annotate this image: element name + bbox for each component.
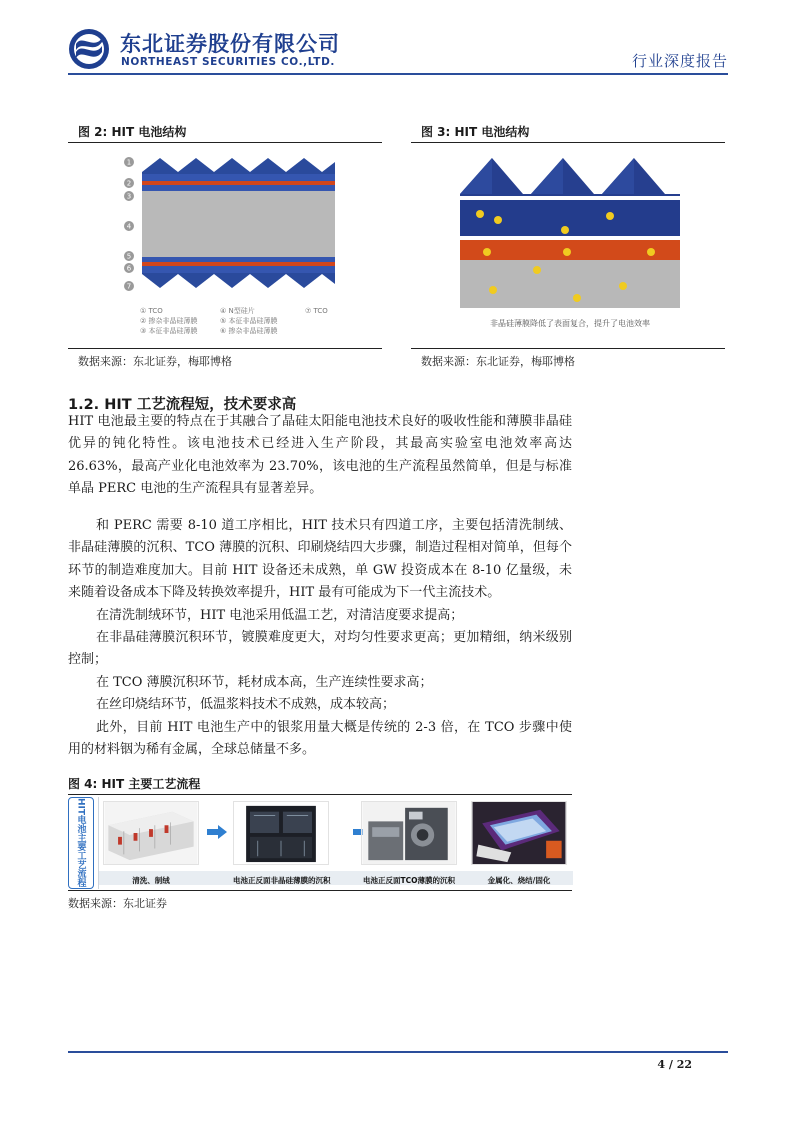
- arrow-right-icon: [207, 825, 227, 839]
- figure2-caption: 图 2: HIT 电池结构: [78, 125, 187, 139]
- process-step-4: [471, 801, 567, 886]
- step-2-label: 电池正反面非晶硅薄膜的沉积: [233, 876, 331, 885]
- figure2-top-rule: [68, 142, 382, 143]
- header-divider: [68, 73, 728, 75]
- paragraph-6: 在丝印烧结环节，低温浆料技术不成熟，成本较高；: [96, 697, 396, 713]
- cleaning-machine-image: [103, 801, 199, 865]
- figure4-top-rule: [68, 794, 572, 795]
- figure3-top-rule: [411, 142, 725, 143]
- page-header: [68, 24, 728, 74]
- figure3-source: 数据来源：东北证券，梅耶博格: [421, 355, 575, 368]
- company-logo-icon: [68, 28, 110, 70]
- legend-6: ⑥ 掺杂非晶硅薄膜: [220, 327, 278, 335]
- legend-4: ④ N型硅片: [220, 307, 255, 315]
- paragraph-7: 此外，目前 HIT 电池生产中的银浆用量大概是传统的 2-3 倍，在 TCO 步骤中使用的材料铟为稀有金属，全球总储量不多。: [68, 719, 572, 758]
- step-1-label: 清洗、制绒: [132, 876, 170, 885]
- company-name-en: NORTHEAST SECURITIES CO.,LTD.: [121, 56, 335, 68]
- figure3-bottom-rule: [411, 348, 725, 349]
- paragraph-4: 在非晶硅薄膜沉积环节，镀膜难度更大，对均匀性要求更高；更加精细，纳米级别控制；: [68, 630, 572, 668]
- figure3-hit-cell-diagram: [455, 150, 685, 340]
- paragraph-block-2: [68, 515, 572, 761]
- figure4-process-flow: [68, 797, 572, 893]
- paragraph-5: 在 TCO 薄膜沉积环节，耗材成本高，生产连续性要求高；: [96, 674, 433, 690]
- paragraph-3: 在清洗制绒环节，HIT 电池采用低温工艺，对清洁度要求提高；: [96, 607, 464, 623]
- layer-number-6: 6: [126, 264, 132, 273]
- footer-divider: [68, 1051, 728, 1053]
- pecvd-machine-image: [233, 801, 329, 865]
- layer-number-5: 5: [126, 252, 132, 261]
- layer-number-4: 4: [126, 222, 132, 231]
- step-4-label: 金属化、烧结/固化: [487, 876, 551, 885]
- company-name-cn: 东北证券股份有限公司: [120, 32, 340, 56]
- figure4-caption: 图 4: HIT 主要工艺流程: [68, 777, 201, 791]
- figure2-hit-cell-diagram: [120, 152, 360, 337]
- page-number: 4 / 22: [657, 1058, 692, 1071]
- process-frame: [98, 797, 572, 889]
- layer-number-1: 1: [126, 158, 132, 167]
- tco-machine-image: [361, 801, 457, 865]
- figure3-caption: 图 3: HIT 电池结构: [421, 125, 530, 139]
- legend-2: ② 掺杂非晶硅薄膜: [140, 317, 198, 325]
- layer-number-3: 3: [126, 192, 132, 201]
- process-step-3: [361, 801, 457, 886]
- screen-printing-image: [471, 801, 567, 865]
- paragraph-2: 和 PERC 需要 8-10 道工序相比，HIT 技术只有四道工序，主要包括清洗制绒、非晶硅薄膜的沉积、TCO 薄膜的沉积、印刷烧结四大步骤，制造过程相对简单，但每个环节的制造难度加大。目前 HIT 设备还未成熟，单 GW 投资成本在 8-10 亿量级，未来随着设备成本下降及转换效率提升，HIT 最有可能成为下一代主流技术。: [68, 518, 572, 601]
- legend-1: ① TCO: [140, 307, 163, 315]
- figure4-source: 数据来源：东北证券: [68, 897, 167, 910]
- process-step-2: [233, 801, 329, 886]
- figure2-source: 数据来源：东北证券，梅耶博格: [78, 355, 232, 368]
- legend-7: ⑦ TCO: [305, 307, 328, 315]
- step-3-label: 电池正反面TCO薄膜的沉积: [363, 876, 455, 885]
- process-side-text: HIT电池主要工艺流程: [75, 798, 86, 888]
- layer-number-7: 7: [126, 282, 132, 291]
- process-side-label: [68, 797, 94, 889]
- section-heading: 1.2. HIT 工艺流程短，技术要求高: [68, 397, 297, 413]
- figure2-bottom-rule: [68, 348, 382, 349]
- report-type: 行业深度报告: [631, 52, 728, 70]
- paragraph-1: HIT 电池最主要的特点在于其融合了晶硅太阳能电池技术良好的吸收性能和薄膜非晶硅优异的钝化特性。该电池技术已经进入生产阶段，其最高实验室电池效率高达 26.63%，最高产业化电池效率为 23.70%，该电池的生产流程虽然简单，但是与标准单晶 PERC 电池的生产流程具有显著差异。: [68, 414, 572, 497]
- figure3-note: 非晶硅薄膜降低了表面复合，提升了电池效率: [490, 319, 650, 328]
- figure4-bottom-rule: [68, 890, 572, 891]
- layer-number-2: 2: [126, 179, 132, 188]
- legend-3: ③ 本征非晶硅薄膜: [140, 327, 198, 335]
- legend-5: ⑤ 本征非晶硅薄膜: [220, 317, 278, 325]
- process-step-1: [103, 801, 199, 886]
